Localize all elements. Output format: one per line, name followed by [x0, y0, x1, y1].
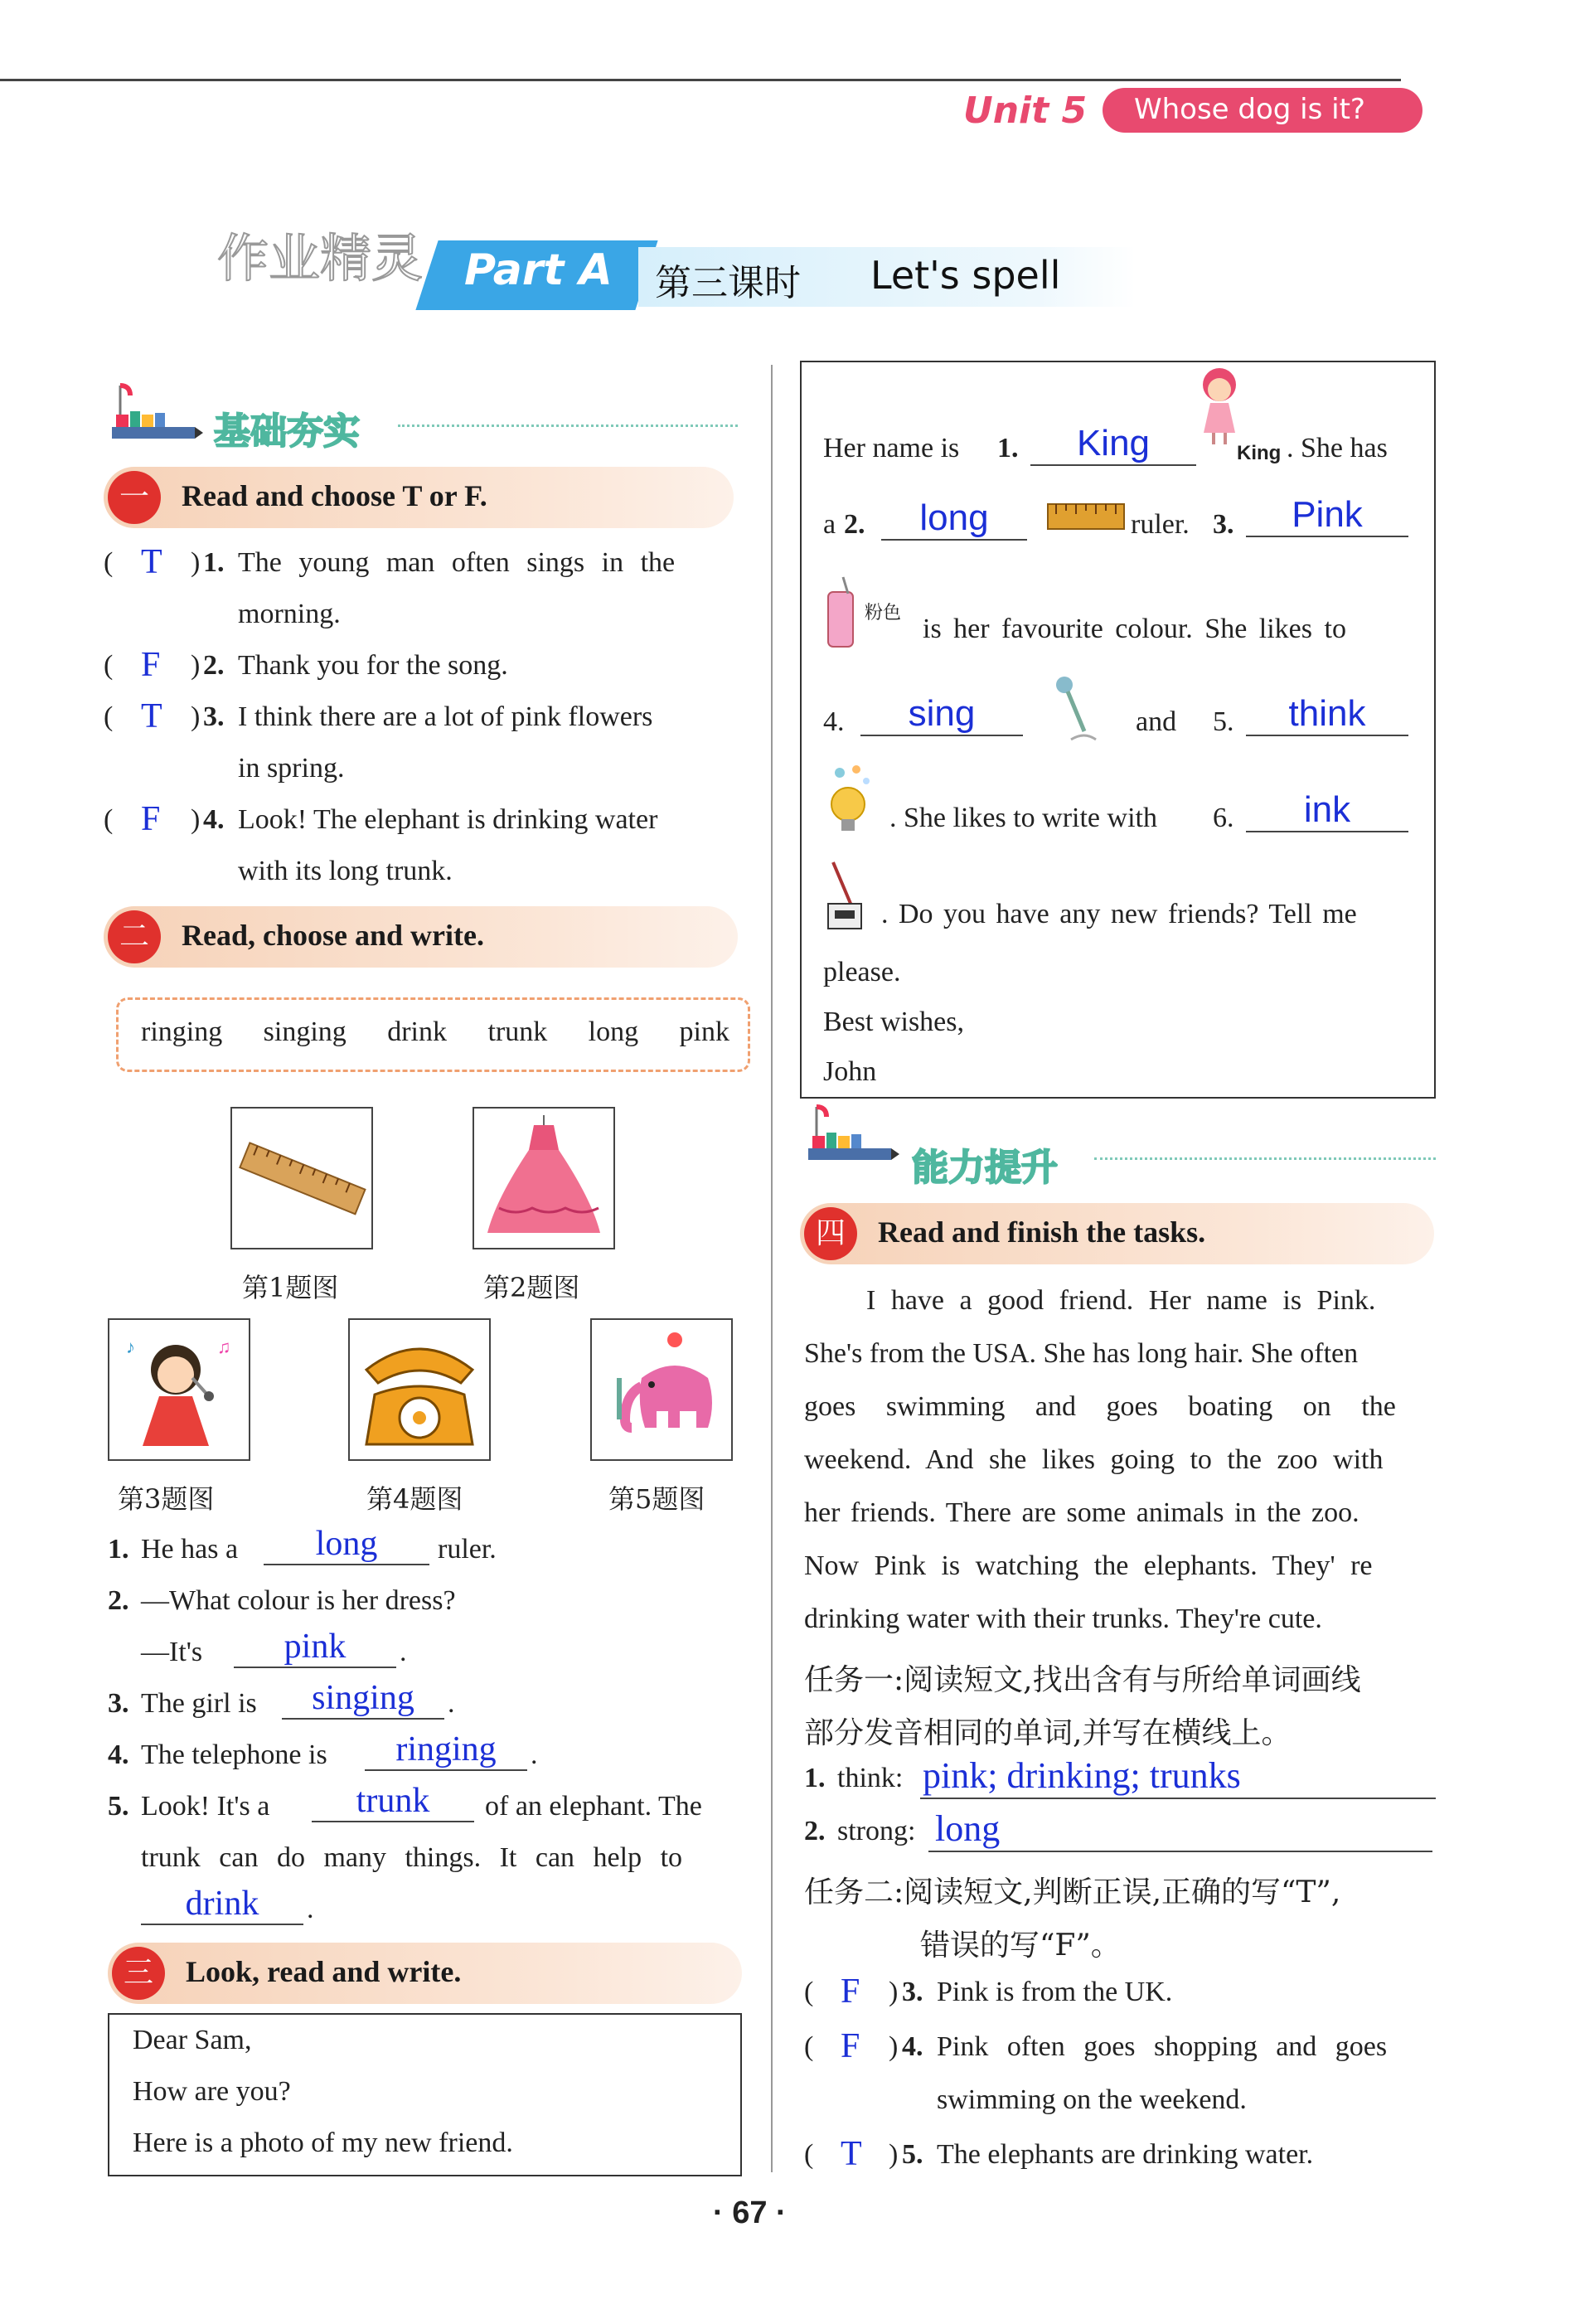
part1-answer-2: F: [141, 646, 161, 684]
word-singing: singing: [263, 1016, 347, 1047]
task2-instruction: 任务二:阅读短文,判断正误,正确的写“T”,: [804, 1875, 1341, 1909]
caption-1: 第1题图: [242, 1272, 339, 1303]
svg-text:♫: ♫: [217, 1337, 231, 1357]
section-four-title: Read and finish the tasks.: [878, 1215, 1206, 1249]
ink-bottle-icon: [823, 859, 866, 935]
part2-answer-3: singing: [282, 1678, 444, 1720]
advanced-dots: [1094, 1157, 1436, 1160]
unit-title: Whose dog is it?: [1134, 93, 1365, 126]
letter-answer-6: ink: [1246, 789, 1408, 832]
task2-answer-3: F: [841, 1972, 860, 2011]
book-icon: [104, 381, 203, 448]
ruler-image: [230, 1107, 373, 1249]
letter-line-2: Here is a photo of my new friend.: [133, 2128, 513, 2158]
section-four-header: [800, 1203, 1434, 1264]
word-pink: pink: [679, 1016, 729, 1047]
task2-answer-4: F: [841, 2027, 860, 2065]
letter-answer-4: sing: [860, 693, 1023, 736]
part2-answer-4: ringing: [365, 1730, 527, 1771]
part2-answer-2: pink: [234, 1627, 396, 1668]
section-three-header: [108, 1943, 742, 2004]
part2-answer-1: long: [264, 1524, 429, 1565]
page-header: [0, 79, 1401, 81]
watermark: 作业精灵: [217, 228, 424, 289]
caption-3: 第3题图: [118, 1483, 215, 1515]
svg-text:♪: ♪: [126, 1337, 135, 1357]
column-divider: [771, 365, 773, 2172]
word-ringing: ringing: [141, 1016, 223, 1047]
letter-answer-1: King: [1030, 423, 1196, 466]
lightbulb-icon: [823, 763, 878, 839]
section-three-title: Look, read and write.: [186, 1955, 462, 1988]
task1-instruction: 任务一:阅读短文,找出含有与所给单词画线: [804, 1663, 1361, 1697]
page-number: · 67 ·: [713, 2195, 787, 2230]
part2-answer-6: drink: [141, 1884, 303, 1925]
elephant-image: [590, 1318, 733, 1461]
word-bank-list: [141, 1016, 729, 1048]
section-four-number: 四: [804, 1207, 857, 1260]
letter-answer-2: long: [881, 497, 1027, 541]
basic-dots: [398, 425, 738, 427]
task1-answer-1: pink; drinking; trunks: [923, 1755, 1241, 1796]
part1-answer-4: F: [141, 800, 161, 838]
book-icon-2: [800, 1103, 899, 1169]
task1-line-1: [920, 1798, 1436, 1799]
task2-answer-5: T: [841, 2135, 862, 2173]
caption-5: 第5题图: [608, 1483, 705, 1515]
pink-label: 粉色: [865, 603, 902, 623]
task1-line-2: [928, 1851, 1432, 1852]
caption-2: 第2题图: [483, 1272, 580, 1303]
section-one-title: Read and choose T or F.: [182, 479, 487, 512]
word-drink: drink: [387, 1016, 447, 1047]
microphone-icon: [1046, 673, 1101, 743]
part1-answer-3: T: [141, 697, 162, 735]
section-one-number: 一: [108, 471, 161, 524]
section-two-number: 二: [108, 910, 161, 963]
letter-greeting: Dear Sam,: [133, 2025, 252, 2055]
singing-girl-image: [108, 1318, 250, 1461]
basic-label: 基础夯实: [214, 410, 360, 453]
part1-answer-1: T: [141, 543, 162, 581]
caption-4: 第4题图: [366, 1483, 463, 1515]
section-two-header: [104, 906, 738, 968]
telephone-image: [348, 1318, 491, 1461]
part2-answer-5: trunk: [312, 1781, 474, 1822]
section-two-title: Read, choose and write.: [182, 919, 484, 952]
task1-answer-2: long: [935, 1808, 1001, 1849]
topic-label: Let's spell: [870, 253, 1061, 298]
section-three-number: 三: [112, 1947, 165, 2000]
lesson-label: 第三课时: [655, 262, 801, 304]
dress-image: [473, 1107, 615, 1249]
word-trunk: trunk: [487, 1016, 548, 1047]
letter-answer-5: think: [1246, 693, 1408, 736]
unit-label: Unit 5: [963, 90, 1088, 132]
part-label: Part A: [464, 245, 613, 295]
ruler-icon: [1046, 492, 1126, 539]
word-long: long: [588, 1016, 639, 1047]
king-icon: [1194, 365, 1245, 448]
letter-answer-3: Pink: [1246, 494, 1408, 537]
pink-cup-icon: [823, 575, 858, 652]
letter-line-1: How are you?: [133, 2076, 291, 2107]
section-one-header: [104, 467, 734, 528]
king-label: King: [1237, 442, 1282, 464]
advanced-label: 能力提升: [912, 1147, 1058, 1189]
